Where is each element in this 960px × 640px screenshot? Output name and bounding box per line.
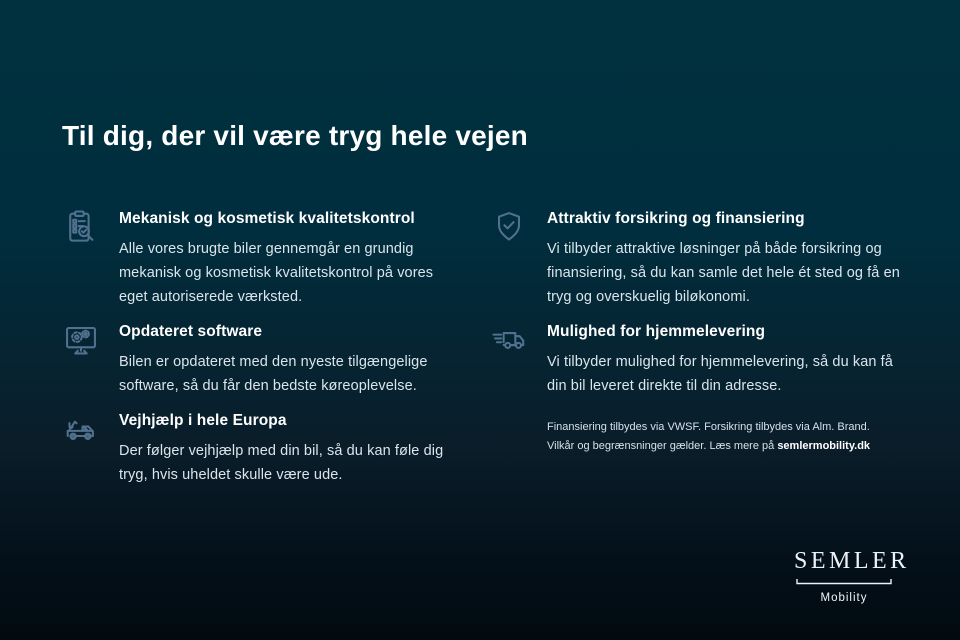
disclaimer-text	[547, 418, 887, 487]
logo-sub-text: Mobility	[820, 592, 868, 604]
delivery-truck-icon	[490, 321, 528, 359]
monitor-gears-icon	[62, 321, 100, 359]
feature-roadside-assistance	[62, 412, 490, 487]
logo-rule	[796, 578, 892, 585]
feature-title: Vejhjælp i hele Europa	[119, 412, 287, 429]
disclaimer-line2: Vilkår og begrænsninger gælder. Læs mere på semlermobility.dk	[547, 440, 871, 452]
disclaimer-link[interactable]: semlermobility.dk	[777, 440, 871, 452]
feature-title: Mekanisk og kosmetisk kvalitetskontrol	[119, 210, 415, 227]
feature-body: Vi tilbyder mulighed for hjemmelevering, så du kan få din bil leveret direkte til din adresse.	[547, 354, 893, 394]
semler-mobility-logo	[794, 548, 910, 604]
feature-home-delivery	[490, 323, 908, 398]
feature-insurance-financing	[490, 210, 908, 309]
tow-truck-icon	[62, 410, 100, 448]
feature-grid	[62, 210, 908, 487]
feature-title: Attraktiv forsikring og finansiering	[547, 210, 805, 227]
feature-title: Mulighed for hjemmelevering	[547, 323, 766, 340]
logo-brand-text: SEMLER	[794, 548, 910, 574]
feature-body: Alle vores brugte biler gennemgår en grundig mekanisk og kosmetisk kvalitetskontrol på vores eget autoriserede værksted.	[119, 241, 434, 305]
feature-body: Der følger vejhjælp med din bil, så du kan føle dig tryg, hvis uheldet skulle være ude.	[119, 443, 444, 483]
disclaimer-line1: Finansiering tilbydes via VWSF. Forsikring tilbydes via Alm. Brand.	[547, 421, 870, 433]
shield-check-icon	[490, 208, 528, 246]
feature-quality-control	[62, 210, 490, 309]
clipboard-check-icon	[62, 208, 100, 246]
feature-body: Bilen er opdateret med den nyeste tilgængelige software, så du får den bedste køreoplevelse.	[119, 354, 428, 394]
feature-body: Vi tilbyder attraktive løsninger på både forsikring og finansiering, så du kan samle det hele ét sted og få en tryg og overskuelig biløkonomi.	[547, 241, 900, 305]
feature-title: Opdateret software	[119, 323, 263, 340]
section-heading: Til dig, der vil være tryg hele vejen	[62, 120, 528, 151]
feature-updated-software	[62, 323, 490, 398]
